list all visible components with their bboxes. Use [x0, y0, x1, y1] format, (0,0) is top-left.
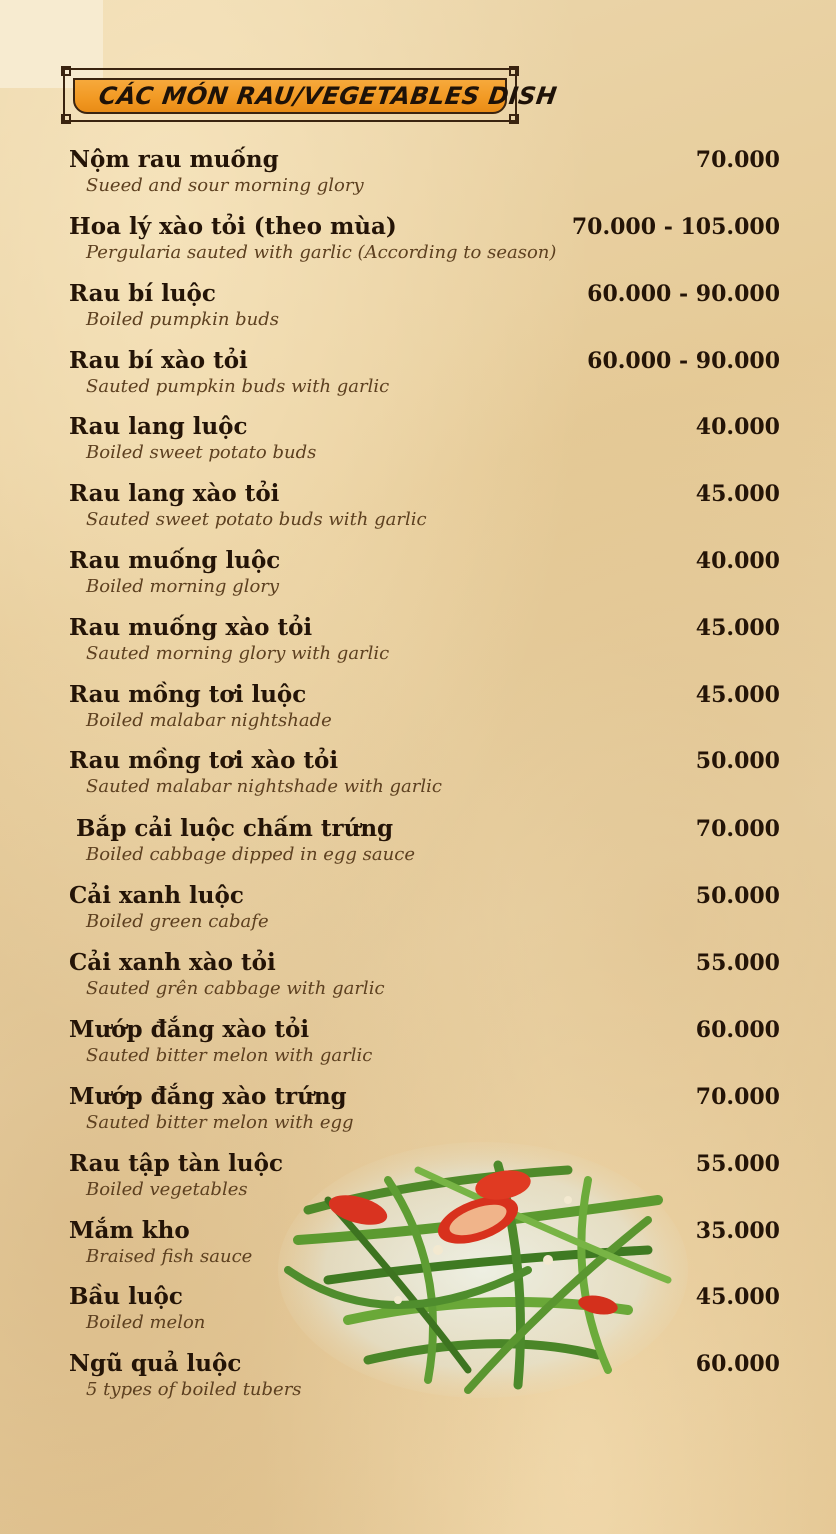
- menu-item: [0, 949, 836, 1015]
- item-description: Boiled melon: [86, 1312, 206, 1333]
- header-corner: [509, 66, 519, 76]
- item-price: 55.000: [695, 950, 780, 976]
- menu-item: [0, 882, 836, 948]
- item-description: Braised fish sauce: [86, 1246, 253, 1267]
- item-price: 50.000: [695, 883, 780, 909]
- menu-item: [0, 614, 836, 680]
- item-price: 40.000: [695, 414, 780, 440]
- item-price: 60.000: [695, 1017, 780, 1043]
- item-name: Nộm rau muống: [69, 146, 279, 173]
- item-name: Rau mồng tơi luộc: [69, 681, 307, 708]
- item-description: Sauted grên cabbage with garlic: [86, 978, 385, 999]
- item-description: Boiled malabar nightshade: [86, 710, 332, 731]
- menu-item: [0, 1350, 836, 1416]
- item-name: Mắm kho: [69, 1217, 190, 1244]
- item-price: 70.000: [695, 147, 780, 173]
- item-name: Cải xanh luộc: [69, 882, 244, 909]
- item-price: 50.000: [695, 748, 780, 774]
- item-name: Rau lang luộc: [69, 413, 248, 440]
- item-price: 40.000: [695, 548, 780, 574]
- menu-item: [0, 413, 836, 479]
- item-description: Sauted bitter melon with egg: [86, 1112, 354, 1133]
- menu-item: [0, 815, 836, 881]
- item-price: 45.000: [695, 682, 780, 708]
- item-name: Rau bí luộc: [69, 280, 216, 307]
- item-name: Rau mồng tơi xào tỏi: [69, 747, 339, 774]
- menu-item: [0, 1083, 836, 1149]
- item-description: Boiled pumpkin buds: [86, 309, 280, 330]
- item-name: Ngũ quả luộc: [69, 1350, 242, 1377]
- item-price: 35.000: [695, 1218, 780, 1244]
- item-price: 70.000: [695, 816, 780, 842]
- item-price: 60.000 - 90.000: [587, 281, 780, 307]
- item-description: Boiled green cabafe: [86, 911, 269, 932]
- menu-item: [0, 1016, 836, 1082]
- section-title: CÁC MÓN RAU/VEGETABLES DISH: [97, 82, 559, 110]
- item-description: Sauted malabar nightshade with garlic: [86, 776, 442, 797]
- menu-item: [0, 280, 836, 346]
- item-description: Boiled cabbage dipped in egg sauce: [86, 844, 415, 865]
- menu-item: [0, 681, 836, 747]
- menu-item: [0, 1283, 836, 1349]
- item-name: Rau lang xào tỏi: [69, 480, 280, 507]
- item-description: Boiled morning glory: [86, 576, 280, 597]
- item-price: 45.000: [695, 1284, 780, 1310]
- item-price: 70.000 - 105.000: [571, 214, 780, 240]
- item-price: 45.000: [695, 481, 780, 507]
- item-description: Sauted pumpkin buds with garlic: [86, 376, 390, 397]
- item-price: 60.000: [695, 1351, 780, 1377]
- menu-item: [0, 747, 836, 813]
- item-description: Sauted morning glory with garlic: [86, 643, 390, 664]
- item-name: Bầu luộc: [69, 1283, 183, 1310]
- item-name: Bắp cải luộc chấm trứng: [76, 815, 394, 842]
- menu-item: [0, 347, 836, 413]
- item-name: Mướp đắng xào tỏi: [69, 1016, 310, 1043]
- menu-item: [0, 146, 836, 212]
- menu-item: [0, 1150, 836, 1216]
- item-name: Rau muống xào tỏi: [69, 614, 313, 641]
- header-corner: [61, 114, 71, 124]
- menu-item: [0, 547, 836, 613]
- item-price: 60.000 - 90.000: [587, 348, 780, 374]
- item-description: Boiled vegetables: [86, 1179, 248, 1200]
- item-name: Rau bí xào tỏi: [69, 347, 248, 374]
- item-description: 5 types of boiled tubers: [86, 1379, 302, 1400]
- section-header: [63, 68, 559, 122]
- item-name: Rau muống luộc: [69, 547, 281, 574]
- header-corner: [61, 66, 71, 76]
- item-name: Cải xanh xào tỏi: [69, 949, 276, 976]
- item-description: Sueed and sour morning glory: [86, 175, 364, 196]
- menu-item: [0, 480, 836, 546]
- item-description: Boiled sweet potato buds: [86, 442, 317, 463]
- item-description: Pergularia sauted with garlic (According to season): [86, 242, 557, 263]
- item-name: Rau tập tàn luộc: [69, 1150, 283, 1177]
- item-name: Hoa lý xào tỏi (theo mùa): [69, 213, 397, 240]
- item-price: 55.000: [695, 1151, 780, 1177]
- item-price: 70.000: [695, 1084, 780, 1110]
- item-name: Mướp đắng xào trứng: [69, 1083, 347, 1110]
- menu-item: [0, 213, 836, 279]
- item-description: Sauted bitter melon with garlic: [86, 1045, 373, 1066]
- menu-item: [0, 1217, 836, 1283]
- item-price: 45.000: [695, 615, 780, 641]
- header-corner: [509, 114, 519, 124]
- item-description: Sauted sweet potato buds with garlic: [86, 509, 427, 530]
